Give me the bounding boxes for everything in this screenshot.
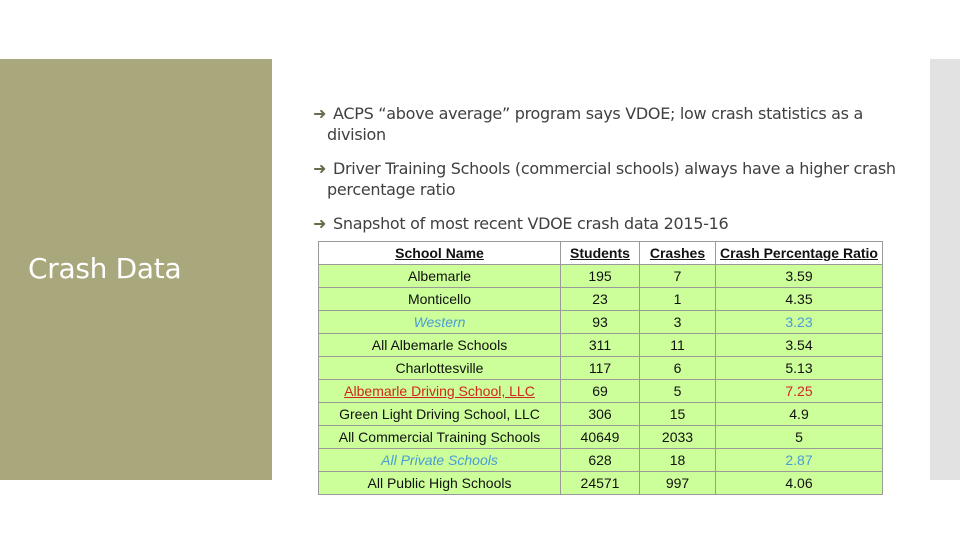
- cell-students: 23: [561, 288, 640, 311]
- bullet-3-text: Snapshot of most recent VDOE crash data 2015-16: [333, 214, 729, 233]
- table-row: [319, 403, 883, 426]
- table-header-row: [319, 242, 883, 265]
- cell-students: 117: [561, 357, 640, 380]
- cell-ratio: 4.35: [716, 288, 883, 311]
- cell-crashes: 997: [640, 472, 716, 495]
- table-row: [319, 380, 883, 403]
- table-row: [319, 449, 883, 472]
- table-row: [319, 472, 883, 495]
- bullet-3: [313, 213, 912, 234]
- cell-crashes: 18: [640, 449, 716, 472]
- cell-school-name: Charlottesville: [319, 357, 561, 380]
- header-school-name: School Name: [319, 242, 561, 265]
- header-crashes: Crashes: [640, 242, 716, 265]
- cell-crashes: 15: [640, 403, 716, 426]
- table-row: [319, 357, 883, 380]
- cell-ratio: 5: [716, 426, 883, 449]
- arrow-bullet-icon: ➜: [313, 214, 327, 233]
- cell-ratio: 2.87: [716, 449, 883, 472]
- cell-crashes: 11: [640, 334, 716, 357]
- arrow-bullet-icon: ➜: [313, 104, 327, 123]
- cell-students: 24571: [561, 472, 640, 495]
- cell-school-name: Monticello: [319, 288, 561, 311]
- cell-school-name: All Private Schools: [319, 449, 561, 472]
- cell-ratio: 4.06: [716, 472, 883, 495]
- bullet-1-text: ACPS “above average” program says VDOE; low crash statistics as a division: [327, 104, 863, 144]
- cell-ratio: 3.59: [716, 265, 883, 288]
- cell-school-name: Green Light Driving School, LLC: [319, 403, 561, 426]
- slide-title: Crash Data: [28, 252, 182, 285]
- cell-crashes: 5: [640, 380, 716, 403]
- cell-school-name: Albemarle: [319, 265, 561, 288]
- cell-students: 195: [561, 265, 640, 288]
- cell-ratio: 5.13: [716, 357, 883, 380]
- arrow-bullet-icon: ➜: [313, 159, 327, 178]
- cell-crashes: 7: [640, 265, 716, 288]
- cell-crashes: 2033: [640, 426, 716, 449]
- cell-students: 628: [561, 449, 640, 472]
- cell-crashes: 6: [640, 357, 716, 380]
- cell-school-name: All Commercial Training Schools: [319, 426, 561, 449]
- cell-school-name: All Albemarle Schools: [319, 334, 561, 357]
- table-row: [319, 288, 883, 311]
- cell-ratio: 7.25: [716, 380, 883, 403]
- cell-ratio: 4.9: [716, 403, 883, 426]
- table-row: [319, 334, 883, 357]
- cell-students: 69: [561, 380, 640, 403]
- cell-school-name: Albemarle Driving School, LLC: [319, 380, 561, 403]
- bullet-2: [313, 158, 912, 200]
- cell-crashes: 1: [640, 288, 716, 311]
- table-row: [319, 265, 883, 288]
- cell-students: 93: [561, 311, 640, 334]
- header-students: Students: [561, 242, 640, 265]
- cell-students: 40649: [561, 426, 640, 449]
- table-row: [319, 311, 883, 334]
- table-row: [319, 426, 883, 449]
- cell-ratio: 3.23: [716, 311, 883, 334]
- crash-data-table: [318, 241, 883, 495]
- bullet-2-text: Driver Training Schools (commercial schools) always have a higher crash percentage ratio: [327, 159, 896, 199]
- bullet-1: [313, 103, 912, 145]
- header-crash-ratio: Crash Percentage Ratio: [716, 242, 883, 265]
- cell-students: 311: [561, 334, 640, 357]
- cell-students: 306: [561, 403, 640, 426]
- cell-school-name: All Public High Schools: [319, 472, 561, 495]
- cell-ratio: 3.54: [716, 334, 883, 357]
- right-edge-strip: [930, 59, 960, 480]
- cell-school-name: Western: [319, 311, 561, 334]
- cell-crashes: 3: [640, 311, 716, 334]
